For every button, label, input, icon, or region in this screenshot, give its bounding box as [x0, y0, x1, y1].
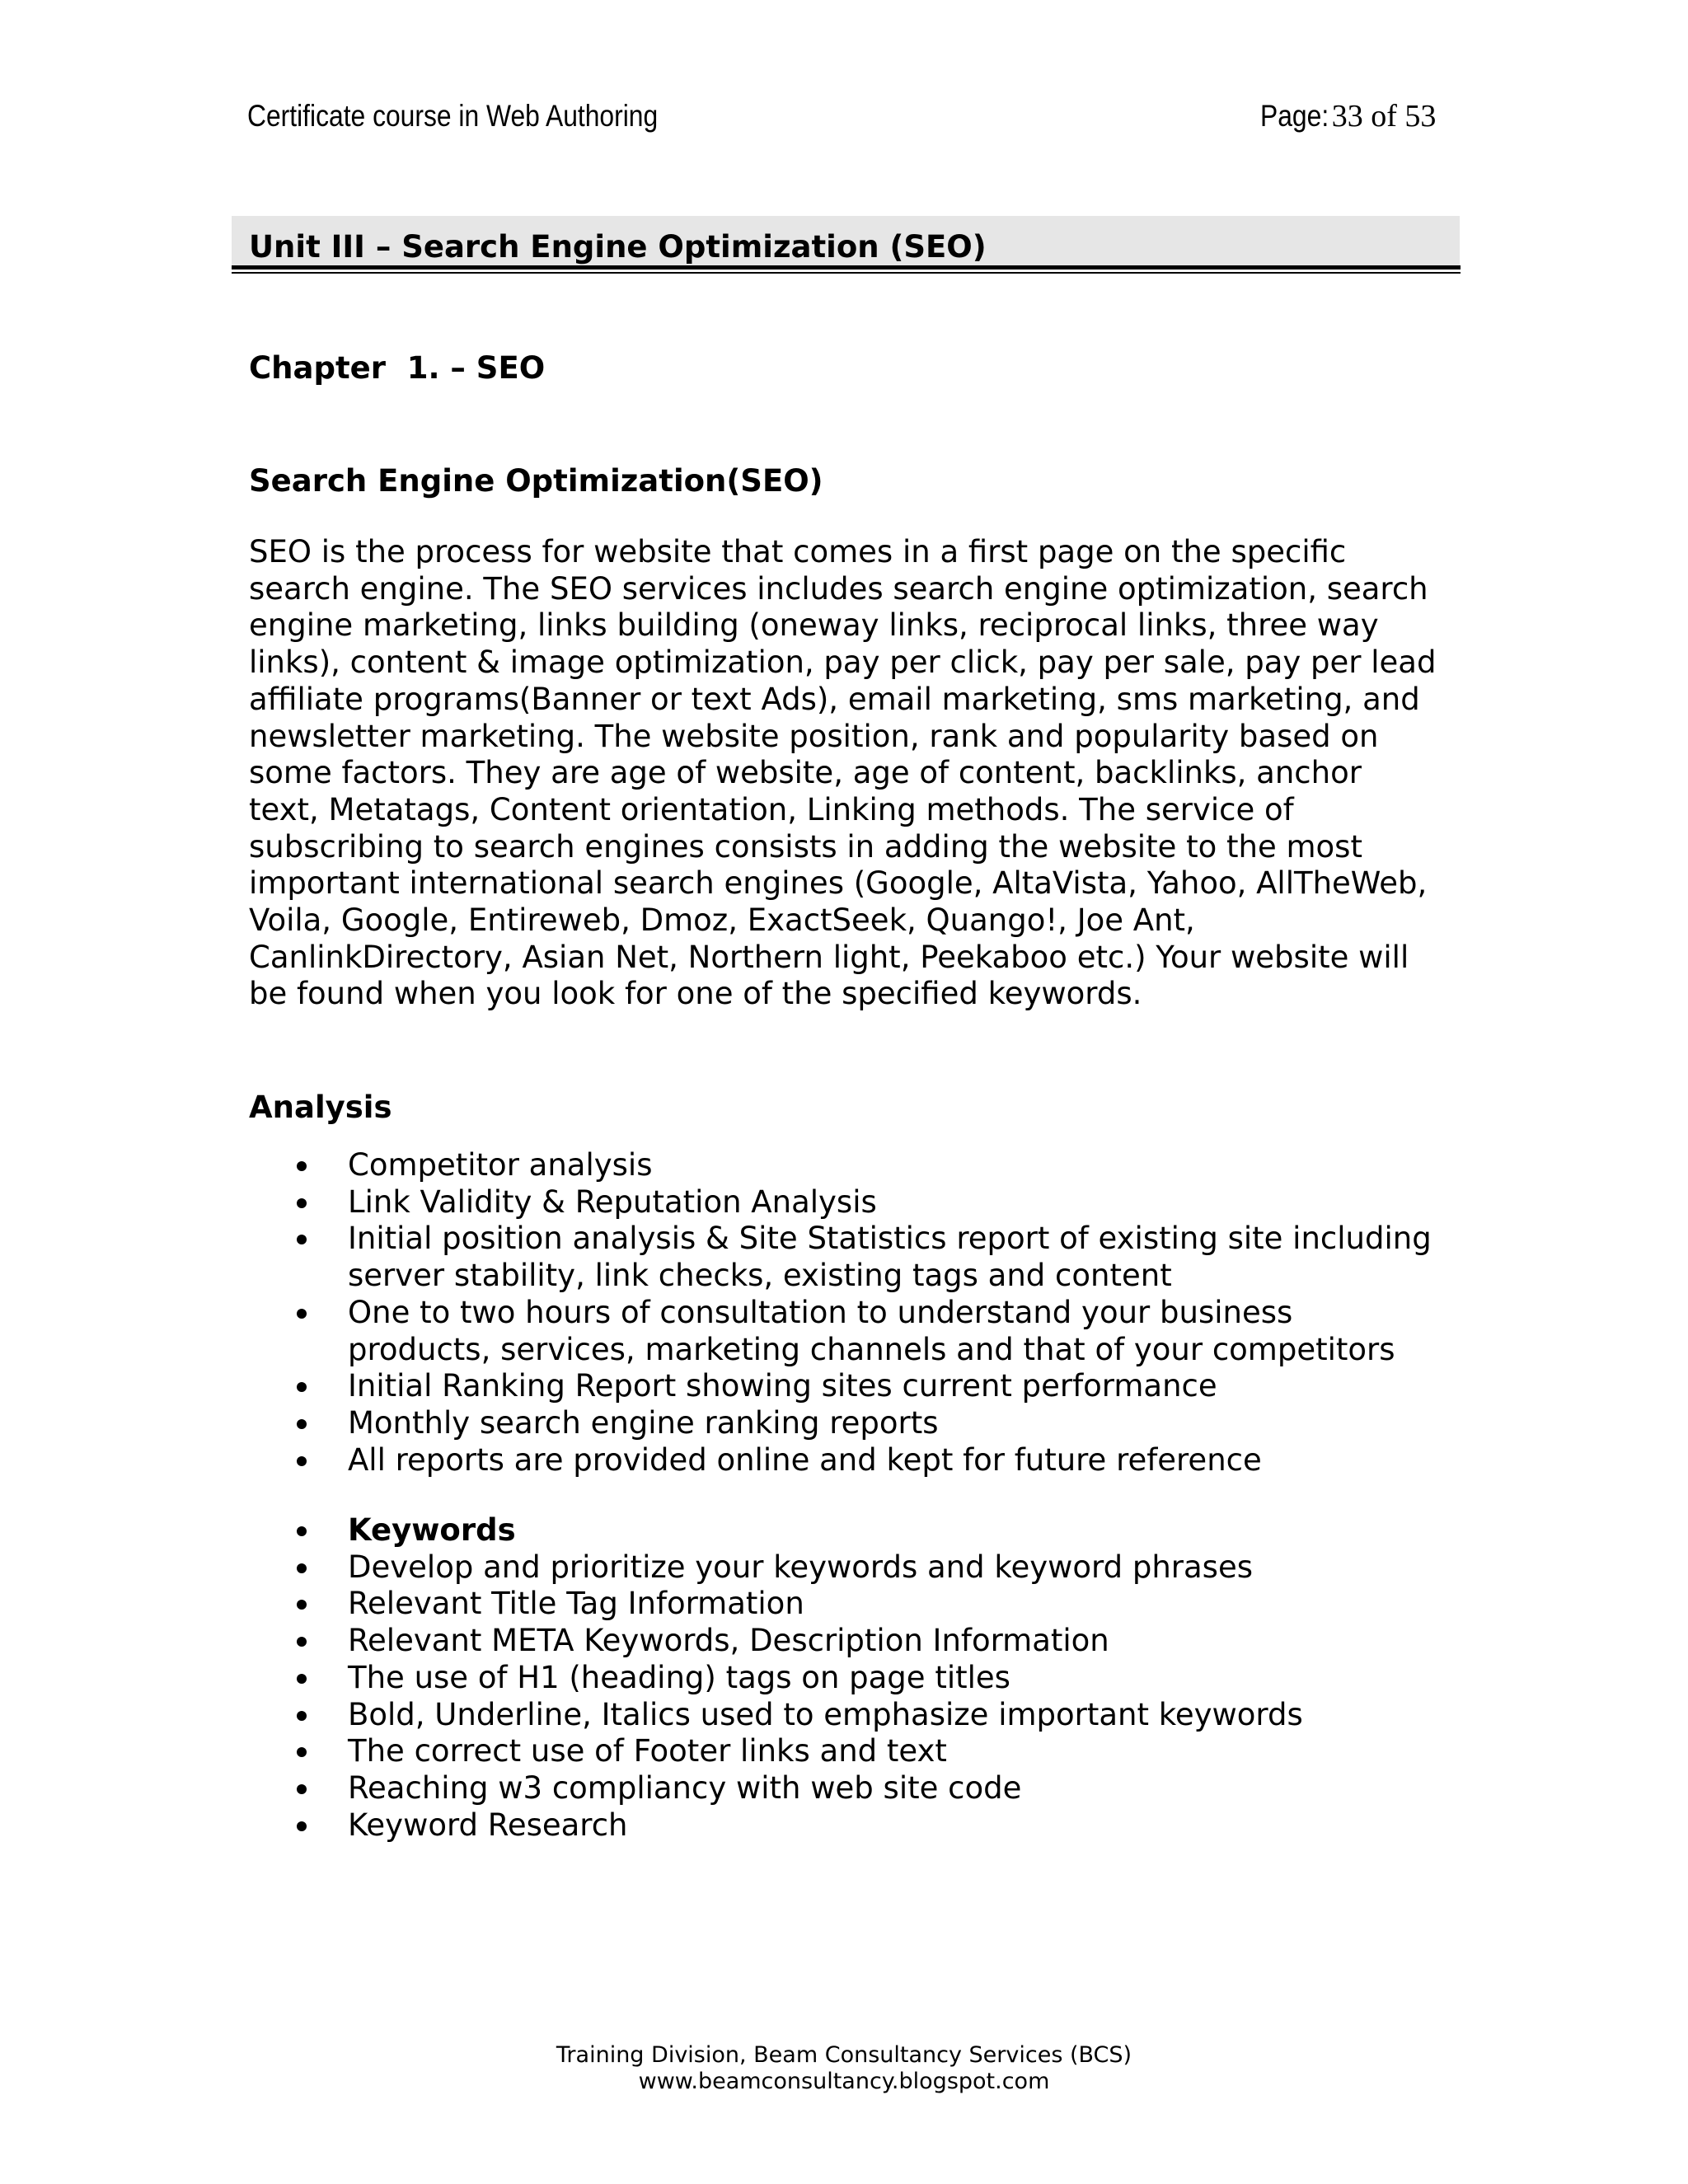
bullet-line: products, services, marketing channels and that of your competitors	[348, 1331, 1395, 1367]
bullet-icon	[297, 1419, 307, 1429]
bullet-text	[348, 1221, 1432, 1294]
bullet-text	[348, 1623, 1109, 1660]
paragraph-line: links), content & image optimization, pay per click, pay per sale, pay per lead	[249, 644, 1437, 681]
bullet-line: Relevant META Keywords, Description Information	[348, 1623, 1109, 1659]
paragraph-line: important international search engines (Google, AltaVista, Yahoo, AllTheWeb,	[249, 865, 1428, 902]
bullet-icon	[297, 1382, 307, 1392]
bullet-text	[348, 1586, 804, 1623]
bullet-text	[348, 1697, 1303, 1734]
paragraph-line: text, Metatags, Content orientation, Linking methods. The service of	[249, 791, 1294, 827]
seo-section-heading: Search Engine Optimization(SEO)	[249, 463, 823, 499]
bullet-text	[348, 1442, 1262, 1479]
bullet-icon	[297, 1456, 307, 1466]
paragraph-line: be found when you look for one of the specified keywords.	[249, 976, 1142, 1012]
bullet-text	[348, 1549, 1253, 1586]
bullet-line: Keywords	[348, 1512, 516, 1548]
paragraph-line: search engine. The SEO services includes search engine optimization, search	[249, 570, 1428, 607]
analysis-heading: Analysis	[249, 1090, 392, 1125]
bullet-line: Relevant Title Tag Information	[348, 1586, 804, 1622]
paragraph-line: affiliate programs(Banner or text Ads), email marketing, sms marketing, and	[249, 681, 1420, 717]
page-indicator	[1260, 97, 1436, 134]
paragraph-line: CanlinkDirectory, Asian Net, Northern light, Peekaboo etc.) Your website will	[249, 939, 1409, 975]
bullet-line: One to two hours of consultation to understand your business	[348, 1294, 1293, 1330]
unit-divider-thin	[232, 272, 1461, 274]
paragraph-line: Voila, Google, Entireweb, Dmoz, ExactSeek, Quango!, Joe Ant,	[249, 902, 1195, 939]
bullet-text	[348, 1368, 1217, 1405]
bullet-icon	[297, 1784, 307, 1794]
bullet-icon	[297, 1674, 307, 1684]
bullet-icon	[297, 1821, 307, 1831]
bullet-line: Develop and prioritize your keywords and keyword phrases	[348, 1549, 1253, 1585]
bullet-line: server stability, link checks, existing tags and content	[348, 1258, 1172, 1294]
seo-paragraph	[249, 534, 1461, 1013]
bullet-line: The correct use of Footer links and text	[348, 1733, 947, 1769]
bullet-text	[348, 1147, 652, 1184]
bullet-line: Bold, Underline, Italics used to emphasize important keywords	[348, 1696, 1303, 1732]
footer-organization: Training Division, Beam Consultancy Services (BCS)	[556, 2042, 1132, 2068]
paragraph-line: some factors. They are age of website, age of content, backlinks, anchor	[249, 755, 1362, 791]
bullet-line: Monthly search engine ranking reports	[348, 1404, 939, 1441]
bullet-icon	[297, 1747, 307, 1757]
bullet-line: Reaching w3 compliancy with web site code	[348, 1769, 1022, 1806]
bullet-line: All reports are provided online and kept for future reference	[348, 1441, 1262, 1478]
chapter-title: Chapter 1. – SEO	[249, 350, 546, 386]
bullet-text	[348, 1660, 1010, 1697]
bullet-line: Link Validity & Reputation Analysis	[348, 1183, 877, 1220]
bullet-line: The use of H1 (heading) tags on page titles	[348, 1659, 1010, 1695]
bullet-line: Competitor analysis	[348, 1147, 653, 1183]
bullet-icon	[297, 1600, 307, 1610]
footer-website: www.beamconsultancy.blogspot.com	[638, 2069, 1050, 2094]
bullet-icon	[297, 1235, 307, 1244]
bullet-icon	[297, 1711, 307, 1721]
paragraph-line: newsletter marketing. The website position, rank and popularity based on	[249, 718, 1379, 754]
paragraph-line: engine marketing, links building (oneway links, reciprocal links, three way	[249, 607, 1379, 644]
bullet-line: Initial Ranking Report showing sites current performance	[348, 1368, 1217, 1404]
bullet-icon	[297, 1161, 307, 1171]
unit-title: Unit III – Search Engine Optimization (SEO)	[249, 229, 987, 265]
bullet-icon	[297, 1526, 307, 1536]
bullet-text	[348, 1733, 947, 1770]
page-label: Page:	[1260, 99, 1329, 133]
bullet-line: Initial position analysis & Site Statistics report of existing site including	[348, 1221, 1432, 1257]
bullet-icon	[297, 1637, 307, 1647]
page-number: 33 of 53	[1331, 99, 1437, 134]
paragraph-line: subscribing to search engines consists in adding the website to the most	[249, 828, 1362, 865]
bullet-text	[348, 1184, 877, 1221]
bullet-text	[348, 1807, 628, 1844]
paragraph-line: SEO is the process for website that comes in a first page on the specific	[249, 534, 1347, 569]
unit-divider-thick	[232, 265, 1461, 269]
bullet-text	[348, 1770, 1021, 1807]
bullet-line: Keyword Research	[348, 1807, 628, 1843]
bullet-icon	[297, 1198, 307, 1208]
bullet-text	[348, 1295, 1395, 1368]
bullet-text	[348, 1512, 516, 1549]
bullet-icon	[297, 1563, 307, 1573]
course-title: Certificate course in Web Authoring	[247, 99, 659, 133]
bullet-text	[348, 1405, 939, 1442]
bullet-icon	[297, 1309, 307, 1319]
